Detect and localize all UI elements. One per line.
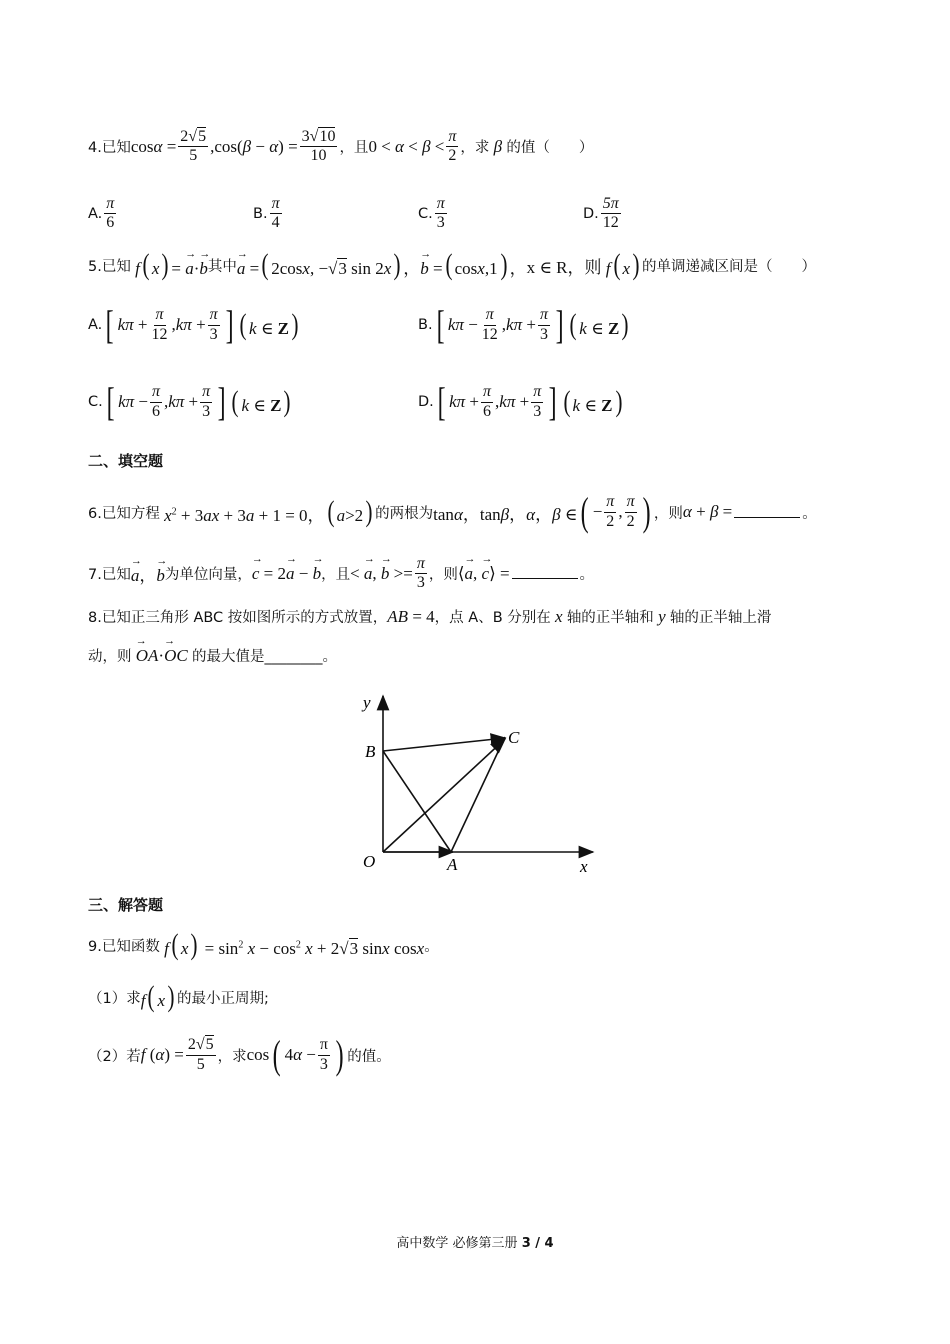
- section-2-heading: 二、填空题: [88, 452, 164, 470]
- q8-figure: [355, 690, 605, 880]
- q6-roots: tanα，tanβ，α，β ∈: [433, 504, 578, 524]
- label-o: O: [363, 852, 376, 871]
- question-4-stem: [88, 128, 593, 166]
- option-label: D.: [418, 394, 434, 410]
- option-fraction: $\frac{\pi}{6}$: [106, 195, 115, 232]
- q4-option-a: [88, 195, 118, 233]
- q4-tail: 的值（ ）: [506, 140, 594, 157]
- q5-option-a: A. [ kπ + $\frac{\pi}{12}$ ,kπ + $\frac{\pi}{3}$ ] ( k ∈ Z): [88, 302, 299, 347]
- q5-tail: 的单调递减区间是（ ）: [642, 258, 817, 275]
- q5-option-c: C. [ kπ − $\frac{\pi}{6}$ ,kπ + $\frac{\pi}{3}$ ] ( k ∈ Z): [88, 379, 291, 424]
- q9-p1a: （1）求: [88, 990, 141, 1007]
- option-fraction: $\frac{5\pi}{12}$: [602, 195, 619, 232]
- segment-ba: [383, 751, 451, 852]
- segment-ac: [451, 737, 505, 852]
- q7-number: 7.已知: [88, 567, 131, 584]
- q8-dot-product: → OA·→ OC: [132, 646, 192, 666]
- q4-frac-pi-2: $\frac{\pi}{2}$: [448, 128, 457, 165]
- q8-line2a: 动，则: [88, 649, 132, 665]
- q6-tail: ，则: [653, 505, 683, 522]
- question-8-line1: [88, 606, 771, 627]
- q7-mid2: ，且: [321, 567, 351, 584]
- q4-beta: β: [489, 136, 507, 156]
- q5-mid: 其中: [207, 258, 237, 275]
- label-a: A: [447, 855, 458, 874]
- q6-number: 6.已知方程: [88, 505, 160, 522]
- q5-option-b: B. [ kπ − $\frac{\pi}{12}$ ,kπ + $\frac{\pi}{3}$ ] ( k ∈ Z): [418, 302, 629, 347]
- label-y: y: [363, 693, 371, 712]
- q9-number: 9.已知函数: [88, 938, 160, 955]
- page-number: 3 / 4: [521, 1236, 554, 1251]
- q4-number: 4.已知: [88, 140, 131, 157]
- question-6-stem: 6.已知方程 $x^2 + 3ax + 3a + 1 = 0$，( a>2) 的两根为 tanα，tanβ，α，β ∈ ( − $\frac{\pi}{2}$ , $\frac{\pi}{2}$ ) ，则 α + β = 。: [88, 489, 817, 534]
- q9-p2c: 的值。: [347, 1048, 391, 1065]
- q4-option-c: [418, 195, 449, 233]
- q8-y-axis-var: y: [653, 606, 670, 626]
- q7-angle: < → a, → b >=: [350, 564, 413, 584]
- option-label: A.: [88, 317, 103, 333]
- question-9-stem: 9.已知函数 f( $x) = \sin^2 x - \cos^2 x + 2√3$ sinx cosx 。: [88, 928, 439, 961]
- q4-frac-2sqrt5-5: $\frac{2√5}{5}$: [180, 128, 207, 165]
- q4-sep1: ，且: [339, 140, 369, 157]
- option-label: A.: [88, 205, 103, 222]
- footer-text: 高中数学 必修第三册: [396, 1236, 522, 1251]
- q4-formula-cos-beta-alpha: ,cos(β − α) =: [210, 136, 298, 156]
- q8-line1c: 轴的正半轴和: [566, 610, 654, 626]
- label-b: B: [365, 742, 376, 761]
- q5-fx: f( x): [605, 248, 640, 281]
- q7-target: ⟨→ a, → c⟩ =: [458, 564, 510, 584]
- q9-p1b: 的最小正周期;: [177, 990, 269, 1007]
- q5-x-in-r: x ∈ R，则: [526, 257, 602, 277]
- q5-option-d: D. [ kπ + $\frac{\pi}{6}$ ,kπ + $\frac{\pi}{3}$ ] ( k ∈ Z): [418, 379, 623, 424]
- option-fraction: $\frac{\pi}{3}$: [436, 195, 445, 232]
- q9-p2-falpha: f (α) =: [140, 1045, 184, 1064]
- option-label: C.: [418, 205, 433, 222]
- question-8-line2: [88, 645, 337, 666]
- q7-answer-blank[interactable]: [512, 568, 578, 579]
- q7-tail: ，则: [428, 567, 458, 584]
- section-3-heading: 三、解答题: [88, 896, 164, 914]
- q7-c-def: → c = 2→ a − → b: [252, 564, 321, 584]
- label-c: C: [508, 728, 520, 747]
- q4-option-b: [253, 195, 284, 233]
- q5-vec-a: → a =( 2cosx, −√3 sin 2x) ，→ b =( cosx,1) ，: [237, 250, 527, 280]
- q9-part-2: （2）若 f (α) = $\frac{2√5}{5}$ ，求 cos ( 4α − $\frac{\pi}{3}$ ) 的值。: [88, 1032, 391, 1077]
- q8-x-axis-var: x: [550, 606, 567, 626]
- q4-inequality: 0 < α < β <: [368, 136, 445, 156]
- q7-mid: 为单位向量，: [164, 567, 252, 584]
- option-label: B.: [418, 317, 433, 333]
- option-label: D.: [583, 205, 599, 222]
- question-7-stem: 7.已知 → a，→ b 为单位向量， → c = 2→ a − → b ，且 < → a, → b >= $\frac{\pi}{3}$ ，则 ⟨→ a, → c⟩ = 。: [88, 555, 594, 593]
- q4-frac-3sqrt10-10: $\frac{3√10}{10}$: [301, 128, 336, 165]
- q8-line1d: 轴的正半轴上滑: [669, 610, 772, 626]
- q8-ab: AB = 4: [387, 606, 435, 626]
- q9-p1-fx: f( x): [140, 980, 175, 1013]
- q9-p2-cos: cos: [246, 1045, 270, 1064]
- q4-formula-cos-alpha: cosα =: [130, 136, 177, 156]
- q6-answer-blank[interactable]: [734, 507, 800, 518]
- q8-line2b: 的最大值是________。: [191, 649, 337, 665]
- q8-line1b: ，点 A、B 分别在: [434, 610, 551, 626]
- q6-sum: α + β =: [682, 502, 733, 521]
- option-label: B.: [253, 205, 268, 222]
- q9-p2b: ，求: [217, 1048, 247, 1065]
- option-label: C.: [88, 394, 103, 410]
- q5-number: 5.已知: [88, 258, 131, 275]
- q4-sep2: ，求: [460, 140, 490, 157]
- q9-p2a: （2）若: [88, 1048, 141, 1065]
- q9-part-1: [88, 982, 269, 1012]
- q5-fx-def: f( x) = → a·→ b: [131, 250, 208, 280]
- option-fraction: $\frac{\pi}{4}$: [271, 195, 280, 232]
- page-footer: [0, 1232, 950, 1251]
- q8-line1a: 8.已知正三角形 ABC 按如图所示的方式放置，: [88, 610, 388, 626]
- label-x: x: [580, 857, 588, 876]
- q6-equation: $x^2 + 3ax + 3a + 1 = 0$，( a>2): [164, 495, 373, 528]
- q9-function: f( $x) = \sin^2 x - \cos^2 x + 2√3$ sinx cosx: [164, 928, 425, 961]
- q6-mid: 的两根为: [375, 505, 434, 522]
- q4-option-d: [583, 195, 623, 233]
- vector-oc: [383, 739, 505, 852]
- q7-vectors: → a，→ b: [131, 561, 165, 586]
- vector-bc: [383, 738, 505, 751]
- question-5-stem: [88, 250, 816, 280]
